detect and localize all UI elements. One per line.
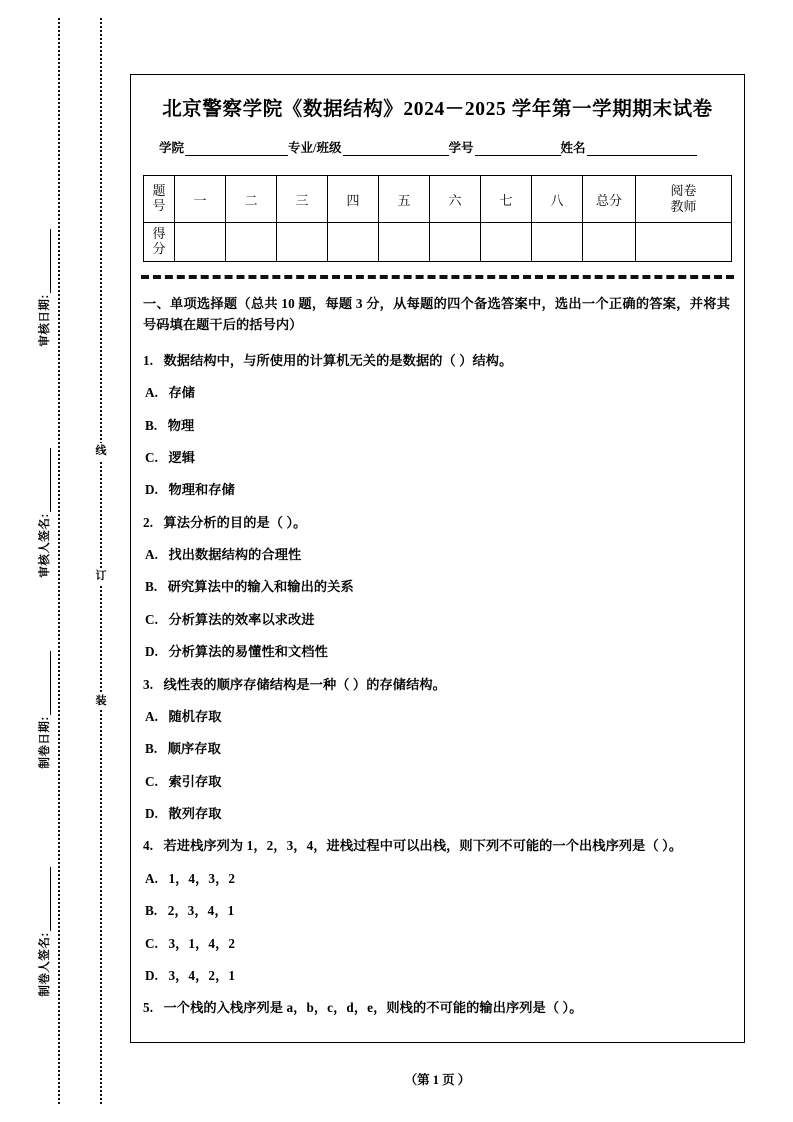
question-1-stem: [143, 350, 730, 371]
score-cell-grading-teacher[interactable]: [636, 223, 732, 262]
option-text: 3，4，2，1: [168, 967, 236, 983]
question-1-text: 数据结构中，与所使用的计算机无关的是数据的（ ）结构。: [163, 352, 513, 368]
question-5-text: 一个栈的入栈序列是 a，b，c，d，e，则栈的不可能的输出序列是（ ）。: [163, 1000, 583, 1016]
signature-label: 审核人签名:: [39, 513, 51, 578]
option-text: 逻辑: [168, 449, 196, 465]
question-4-option-d[interactable]: [143, 965, 730, 986]
question-2-number: 2.: [143, 514, 154, 530]
field-student-id-label: 学号: [448, 141, 474, 155]
question-5-stem: [143, 997, 730, 1018]
question-4-option-c[interactable]: [143, 933, 730, 954]
signature-field-prepare-date: [24, 620, 64, 800]
option-text: 索引存取: [168, 773, 222, 789]
row-label-char-2: 号: [152, 198, 166, 213]
question-1-option-d[interactable]: [143, 479, 730, 500]
question-1-number: 1.: [143, 352, 154, 368]
option-key: D.: [145, 806, 159, 821]
option-text: 找出数据结构的合理性: [168, 547, 302, 562]
score-cell-4[interactable]: [328, 223, 379, 262]
option-key: D.: [145, 644, 159, 660]
question-1-option-a[interactable]: [143, 382, 730, 403]
score-cell-8[interactable]: [532, 223, 583, 262]
row-label-question-number: [144, 176, 175, 223]
option-key: A.: [145, 708, 159, 724]
question-3-option-d[interactable]: [143, 803, 730, 824]
option-text: 散列存取: [168, 806, 222, 821]
question-3-option-a[interactable]: [143, 706, 730, 727]
score-cell-total[interactable]: [583, 223, 636, 262]
question-4-option-a[interactable]: [143, 868, 730, 889]
question-2-option-d[interactable]: [143, 641, 730, 662]
option-text: 分析算法的易懂性和文档性: [168, 644, 328, 660]
question-1-option-b[interactable]: [143, 415, 730, 436]
section-heading-1: 一、单项选择题（总共 10 题，每题 3 分，从每题的四个备选答案中，选出一个正确的答案，并将其号码填在题干后的括号内）: [143, 296, 730, 333]
option-key: D.: [145, 482, 159, 498]
field-major-class-label: 专业/班级: [288, 141, 342, 155]
option-key: B.: [145, 903, 158, 919]
column-header-8: 八: [532, 176, 583, 223]
field-college-label: 学院: [159, 141, 185, 155]
signature-rule: [38, 448, 51, 512]
option-key: A.: [145, 870, 159, 886]
score-cell-2[interactable]: [226, 223, 277, 262]
column-header-3: 三: [277, 176, 328, 223]
option-key: A.: [145, 385, 159, 401]
option-key: C.: [145, 449, 159, 465]
score-cell-6[interactable]: [430, 223, 481, 262]
option-key: B.: [145, 741, 158, 757]
row-label-char-1: 题: [152, 183, 166, 199]
question-2-option-c[interactable]: [143, 609, 730, 630]
option-text: 顺序存取: [167, 741, 221, 757]
column-header-6: 六: [430, 176, 481, 223]
option-key: B.: [145, 579, 158, 595]
option-key: C.: [145, 611, 159, 627]
table-row-question-numbers: [144, 176, 732, 223]
option-text: 1，4，3，2: [168, 870, 236, 886]
question-3-stem: [143, 674, 730, 695]
field-student-id-input[interactable]: [475, 142, 561, 156]
field-major-class-input[interactable]: [343, 142, 449, 156]
exam-paper-body: [130, 74, 745, 1043]
option-text: 3，1，4，2: [168, 935, 236, 951]
option-key: C.: [145, 773, 159, 789]
option-text: 存储: [168, 385, 196, 401]
question-3-option-b[interactable]: [143, 738, 730, 759]
student-info-line: [159, 138, 728, 156]
signature-field-reviewer-name: [24, 423, 64, 603]
signature-field-preparer-name: [24, 842, 64, 1022]
field-major-class: [288, 138, 448, 156]
field-student-name: [561, 138, 697, 156]
signature-field-review-date: [24, 198, 64, 378]
fold-mark-xian: 线: [90, 443, 112, 460]
field-student-name-label: 姓名: [560, 141, 586, 155]
binding-dotted-line-inner: [100, 18, 102, 1104]
question-3-number: 3.: [143, 676, 154, 692]
score-cell-3[interactable]: [277, 223, 328, 262]
score-cell-7[interactable]: [481, 223, 532, 262]
row-label-char-1: 得: [152, 226, 166, 242]
question-3-text: 线性表的顺序存储结构是一种（ ）的存储结构。: [163, 676, 446, 692]
column-header-1: 一: [175, 176, 226, 223]
signature-label: 制卷人签名:: [39, 932, 51, 997]
question-2-option-a[interactable]: [143, 544, 730, 565]
field-student-name-input[interactable]: [587, 142, 697, 156]
column-header-total: 总分: [583, 176, 636, 223]
option-text: 研究算法中的输入和输出的关系: [167, 579, 354, 595]
option-key: D.: [145, 967, 159, 983]
fold-mark-ding: 订: [90, 568, 112, 585]
question-4-number: 4.: [143, 838, 154, 854]
option-key: B.: [145, 417, 158, 433]
page-footer: （第 1 页 ）: [404, 1073, 471, 1087]
option-key: A.: [145, 547, 159, 562]
field-student-id: [449, 138, 561, 156]
option-text: 物理: [167, 417, 195, 433]
fold-mark-zhuang: 装: [90, 693, 112, 710]
section-divider: [141, 275, 734, 279]
page-title: 北京警察学院《数据结构》2024－2025 学年第一学期期末试卷: [162, 99, 713, 120]
question-4-text: 若进栈序列为 1，2，3，4，进栈过程中可以出栈，则下列不可能的一个出栈序列是（ ）。: [163, 838, 683, 854]
score-table: [143, 175, 732, 262]
question-1-option-c[interactable]: [143, 447, 730, 468]
column-header-2: 二: [226, 176, 277, 223]
grading-teacher-line-1: 阅卷: [670, 183, 697, 199]
score-cell-1[interactable]: [175, 223, 226, 262]
questions-container: [143, 293, 730, 1019]
signature-rule: [38, 867, 51, 931]
score-cell-5[interactable]: [379, 223, 430, 262]
question-2-text: 算法分析的目的是（ ）。: [163, 514, 307, 530]
column-header-4: 四: [328, 176, 379, 223]
question-3-option-c[interactable]: [143, 771, 730, 792]
question-2-option-b[interactable]: [143, 576, 730, 597]
binding-margin: [0, 0, 130, 1122]
field-college: [159, 138, 288, 156]
row-label-score: [144, 223, 175, 262]
question-2-stem: [143, 512, 730, 533]
column-header-5: 五: [379, 176, 430, 223]
column-header-grading-teacher: [636, 176, 732, 223]
option-text: 2，3，4，1: [167, 903, 235, 919]
row-label-char-2: 分: [152, 241, 166, 256]
option-key: C.: [145, 935, 159, 951]
grading-teacher-line-2: 教师: [670, 199, 697, 214]
signature-label: 制卷日期:: [39, 716, 51, 769]
option-text: 分析算法的效率以求改进: [168, 611, 315, 627]
question-5-number: 5.: [143, 1000, 154, 1016]
question-4-stem: [143, 835, 730, 856]
question-4-option-b[interactable]: [143, 900, 730, 921]
signature-rule: [38, 229, 51, 293]
field-college-input[interactable]: [185, 142, 288, 156]
option-text: 随机存取: [168, 708, 222, 724]
signature-label: 审核日期:: [39, 294, 51, 347]
option-text: 物理和存储: [168, 482, 235, 498]
table-row-scores: [144, 223, 732, 262]
signature-rule: [38, 651, 51, 715]
column-header-7: 七: [481, 176, 532, 223]
